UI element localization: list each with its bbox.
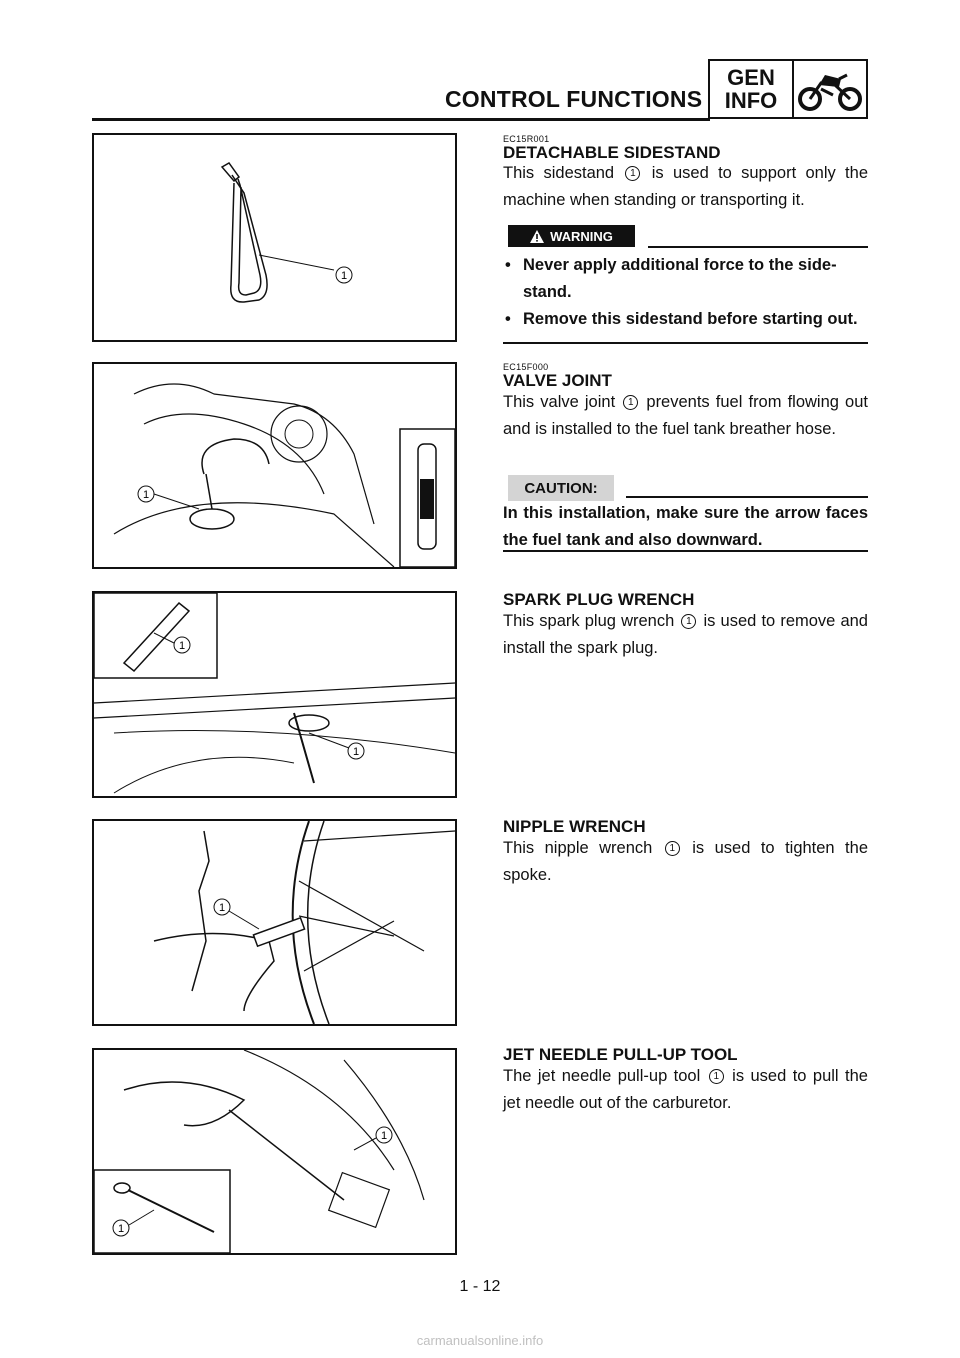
section-body (503, 835, 868, 889)
caution-label: CAUTION: (524, 479, 598, 497)
caution-badge (508, 475, 614, 501)
callout-number: 1 (623, 395, 638, 410)
figure-nipple-wrench (92, 819, 457, 1026)
section-title: VALVE JOINT (503, 371, 612, 390)
section-tab-line2: INFO (724, 88, 778, 113)
header-rule (92, 118, 710, 121)
section-body (503, 1063, 868, 1117)
callout-number: 1 (625, 166, 640, 181)
warning-list (503, 252, 868, 333)
warning-label: WARNING (550, 228, 613, 244)
page-number: 1 - 12 (459, 1278, 501, 1295)
section-body (503, 160, 868, 214)
motorcycle-icon (794, 61, 866, 117)
svg-text:1: 1 (380, 1130, 388, 1142)
section-tab-line1: GEN (727, 65, 775, 90)
body-text-before: This valve joint (503, 393, 616, 411)
valve-tank-label: TANK (435, 483, 444, 505)
section-title: DETACHABLE SIDESTAND (503, 143, 721, 162)
section-title: SPARK PLUG WRENCH (503, 590, 695, 609)
body-text-before: This sidestand (503, 164, 615, 182)
svg-text:1: 1 (218, 902, 226, 914)
callout-number: 1 (709, 1069, 724, 1084)
svg-text:1: 1 (178, 640, 186, 652)
body-text-after: is used to tighten the spoke. (503, 839, 868, 884)
warning-triangle-icon (530, 230, 544, 243)
section-title: JET NEEDLE PULL-UP TOOL (503, 1045, 738, 1064)
warning-item: • Never apply additional force to the side-stand. (503, 252, 868, 306)
body-text-before: This spark plug wrench (503, 612, 675, 630)
figure-jet-needle-tool (92, 1048, 457, 1255)
callout-number: 1 (665, 841, 680, 856)
section-code: EC15F000 (503, 362, 549, 372)
body-text-after: is used to remove and install the spark plug. (503, 612, 868, 657)
figure-spark-plug-wrench (92, 591, 457, 798)
svg-text:1: 1 (340, 270, 348, 282)
caution-bottom-rule (503, 550, 868, 552)
body-text-before: The jet needle pull-up tool (503, 1067, 701, 1085)
section-code: EC15R001 (503, 134, 550, 144)
body-text-after: prevents fuel from flowing out and is installed to the fuel tank breather hose. (503, 393, 868, 438)
warning-badge (508, 225, 635, 247)
body-text-before: This nipple wrench (503, 839, 653, 857)
section-title: NIPPLE WRENCH (503, 817, 646, 836)
warning-top-rule (648, 246, 868, 248)
svg-text:1: 1 (352, 746, 360, 758)
warning-bottom-rule (503, 342, 868, 344)
section-tab-label (710, 61, 794, 117)
footer-watermark: carmanualsonline.info (416, 1333, 544, 1348)
figure-valve-joint (92, 362, 457, 569)
svg-text:1: 1 (117, 1223, 125, 1235)
caution-top-rule (626, 496, 868, 498)
body-text-after: is used to pull the jet needle out of the carburetor. (503, 1067, 868, 1112)
section-body (503, 608, 868, 662)
caution-text: In this installation, make sure the arrow faces the fuel tank and also downward. (503, 504, 868, 549)
body-text-after: is used to support only the machine when standing or transporting it. (503, 164, 868, 209)
figure-sidestand (92, 133, 457, 342)
section-body (503, 389, 868, 443)
page-header-title: CONTROL FUNCTIONS (445, 86, 703, 112)
callout-number: 1 (681, 614, 696, 629)
warning-item: • Remove this sidestand before starting out. (503, 306, 868, 333)
section-tab-box (708, 59, 868, 119)
svg-text:1: 1 (142, 489, 150, 501)
